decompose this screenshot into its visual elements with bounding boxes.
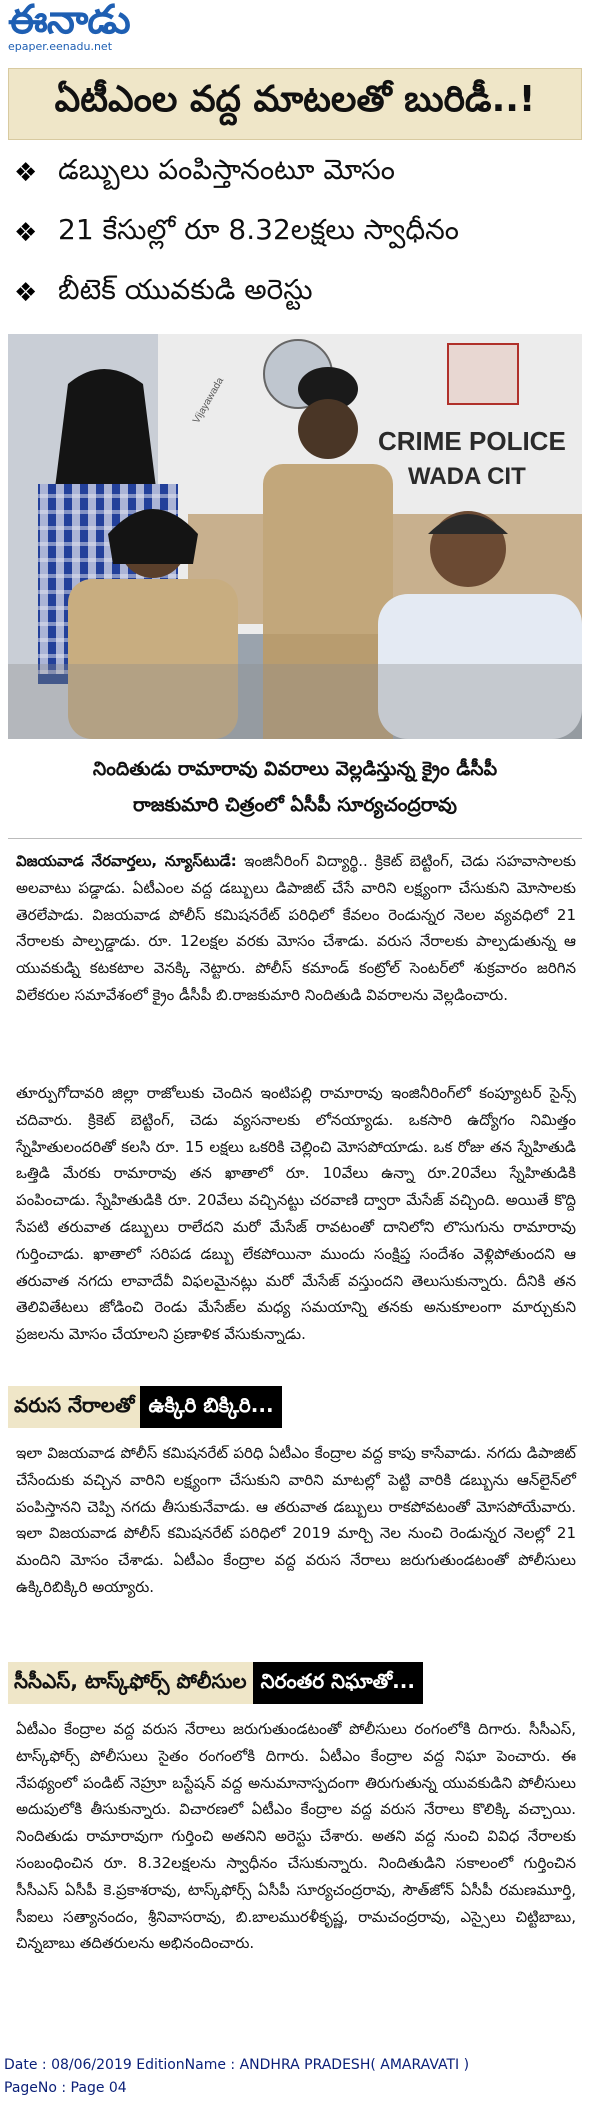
diamond-bullet-icon: ❖ (14, 218, 38, 248)
footer-page-line: PageNo : Page 04 (4, 2080, 127, 2096)
news-photo (8, 334, 582, 739)
subheading (8, 1662, 423, 1704)
diamond-bullet-icon: ❖ (14, 278, 38, 308)
article-paragraph (16, 848, 576, 1009)
bullet-point (14, 268, 584, 318)
subheading-right: నిరంతర నిఘాతో... (253, 1662, 423, 1704)
caption-line: రాజకుమారి చిత్రంలో ఏసీపీ సూర్యచంద్రరావు (132, 794, 458, 816)
headline: ఏటీఎంల వద్ద మాటలతో బురిడీ..! (54, 79, 536, 120)
article-paragraph (16, 1080, 576, 1348)
bullet-point (14, 208, 584, 258)
subheading-left: సీసీఎస్, టాస్క్‌ఫోర్స్ పోలీసుల (8, 1662, 253, 1704)
photo-caption (8, 744, 582, 839)
paragraph-text: ఇలా విజయవాడ పోలీస్ కమిషనరేట్ పరిధి ఏటీఎం కేంద్రాల వద్ద కాపు కాసేవాడు. నగదు డిపాజిట్ చేసేందుకు వచ్చిన వారిని లక్ష్యంగా చేసుకుని వారిని మాటల్లో పెట్టి వారికి డబ్బును ఆన్‌లైన్‌లో పంపిస్తానని చెప్పి నగదు తీసుకునేవాడు. ఆ తరువాత డబ్బులు రాకపోవటంతో మోసపోయేవారు. ఇలా విజయవాడ పోలీస్ కమిషనరేట్ పరిధిలో 2019 మార్చి నెల నుంచి రెండున్నర నెలల్లో 21 మందిని మోసం చేశాడు. ఏటీఎం కేంద్రాల వద్ద వరుస నేరాలు జరుగుతుండటంతో పోలీసులు ఉక్కిరిబిక్కిరి అయ్యారు. (16, 1444, 576, 1596)
eenadu-logo: ఈనాడు (8, 0, 130, 43)
banner-small-text: Vijayawada (191, 375, 227, 426)
dateline: విజయవాడ నేరవార్తలు, న్యూస్‌టుడే: (16, 852, 237, 870)
paragraph-text: తూర్పుగోదావరి జిల్లా రాజోలుకు చెందిన ఇంటిపల్లి రామారావు ఇంజినీరింగ్‌లో కంప్యూటర్ సైన్స్ చదివారు. క్రికెట్ బెట్టింగ్, చెడు వ్యసనాలకు లోనయ్యాడు. ఒకసారి ఉద్యోగం నిమిత్తం స్నేహితులందరితో కలసి రూ. 15 లక్షలు ఒకరికి చెల్లించి మోసపోయాడు. ఒక రోజు తన స్నేహితుడి ఒత్తిడి మేరకు రామారావు తన ఖాతాలో రూ. 10వేలు ఉన్నా రూ.20వేలు స్నేహితుడికి పంపించాడు. స్నేహితుడికి రూ. 20వేలు వచ్చినట్టు చరవాణి ద్వారా మేసేజ్ వచ్చింది. అయితే కొద్ది సేపటి తరువాత డబ్బులు రాలేదని మరో మేసేజ్ రావటంతో దానిలోని లొసుగును రామారావు గుర్తించాడు. ఖాతాలో సరిపడ డబ్బు లేకపోయినా ముందు సంక్షిప్త సందేశం వెళ్లిపోతుందని ఆ తరువాత నగదు లావాదేవీ విఫలమైనట్లు మరో మేసేజ్ వస్తుందని తెలుసుకున్నారు. దీనికి తన తెలివితేటలు జోడించి రెండు మేసేజ్‌ల మధ్య సమయాన్ని తనకు అనుకూలంగా మార్చుకుని ప్రజలను మోసం చేయాలని ప్రణాళిక వేసుకున్నాడు. (16, 1084, 576, 1344)
article-paragraph (16, 1716, 576, 1957)
banner-text: CRIME POLICE (378, 426, 566, 456)
paragraph-text: ఏటీఎం కేంద్రాల వద్ద వరుస నేరాలు జరుగుతుండటంతో పోలీసులు రంగంలోకి దిగారు. సీసీఎస్, టాస్క్‌ఫోర్స్ పోలీసులు సైతం రంగంలోకి దిగారు. ఏటీఎం కేంద్రాల వద్ద నిఘా పెంచారు. ఈ నేపథ్యంలో పండిట్ నెహ్రూ బస్టేషన్ వద్ద అనుమానాస్పదంగా తిరుగుతున్న యువకుడిని పోలీసులు అదుపులోకి తీసుకున్నారు. విచారణలో ఏటీఎం కేంద్రాల వద్ద వరుస నేరాలు కొలిక్కి వచ్చాయి. నిందితుడు రామారావుగా గుర్తించి అతనిని అరెస్టు చేశారు. అతని వద్ద నుంచి వివిధ నేరాలకు సంబంధించిన రూ. 8.32లక్షలను స్వాధీనం చేసుకున్నారు. నిందితుడిని సకాలంలో గుర్తించిన సీసీఎస్ ఏసీపీ కె.ప్రకాశరావు, టాస్క్‌ఫోర్స్ ఏసీపీ సూర్యచంద్రరావు, సౌత్‌జోన్ ఏసీపీ రమణమూర్తి, సీఐలు సత్యానందం, శ్రీనివాసరావు, బి.బాలమురళీకృష్ణ, రామచంద్రరావు, ఎస్సైలు చిట్టిబాబు, చిన్నబాబు తదితరులను అభినందించారు. (16, 1720, 576, 1953)
article-paragraph (16, 1440, 576, 1601)
bullet-text: బీటెక్ యువకుడి అరెస్టు (58, 273, 313, 306)
bullet-point (14, 148, 584, 198)
paragraph-text: ఇంజినీరింగ్ విద్యార్థి.. క్రికెట్ బెట్టింగ్, చెడు సహవాసాలకు అలవాటు పడ్డాడు. ఏటీఎంల వద్ద డబ్బులు డిపాజిట్ చేసే వారిని లక్ష్యంగా చేసుకుని మోసాలకు తెరలేపాడు. విజయవాడ పోలీస్ కమిషనరేట్ పరిధిలో కేవలం రెండున్నర నెలల వ్యవధిలో 21 నేరాలకు పాల్పడ్డాడు. రూ. 12లక్షల వరకు మోసం చేశాడు. వరుస నేరాలకు పాల్పడుతున్న ఆ యువకుడ్ని కటకటాల వెనక్కి నెట్టారు. పోలీస్ కమాండ్ కంట్రోల్ సెంటర్‌లో శుక్రవారం జరిగిన విలేకరుల సమావేశంలో క్రైం డీసీపీ బి.రాజకుమారి నిందితుడి వివరాలను వెల్లడించారు. (16, 852, 577, 1004)
masthead-url[interactable]: epaper.eenadu.net (8, 40, 113, 53)
subheading-right: ఉక్కిరి బిక్కిరి... (140, 1386, 281, 1428)
subheading-left: వరుస నేరాలతో (8, 1386, 140, 1428)
headline-box (8, 68, 582, 140)
banner-text: WADA CIT (408, 463, 526, 490)
diamond-bullet-icon: ❖ (14, 158, 38, 188)
subheading (8, 1386, 282, 1428)
bullet-text: 21 కేసుల్లో రూ 8.32లక్షలు స్వాధీనం (58, 213, 459, 246)
caption-line: నిందితుడు రామారావు వివరాలు వెల్లడిస్తున్న క్రైం డీసీపీ (92, 758, 498, 780)
page-footer (4, 2054, 588, 2100)
masthead (8, 2, 168, 52)
footer-edition-line: Date : 08/06/2019 EditionName : ANDHRA PRADESH( AMARAVATI ) (4, 2057, 470, 2073)
bullet-text: డబ్బులు పంపిస్తానంటూ మోసం (58, 153, 395, 186)
